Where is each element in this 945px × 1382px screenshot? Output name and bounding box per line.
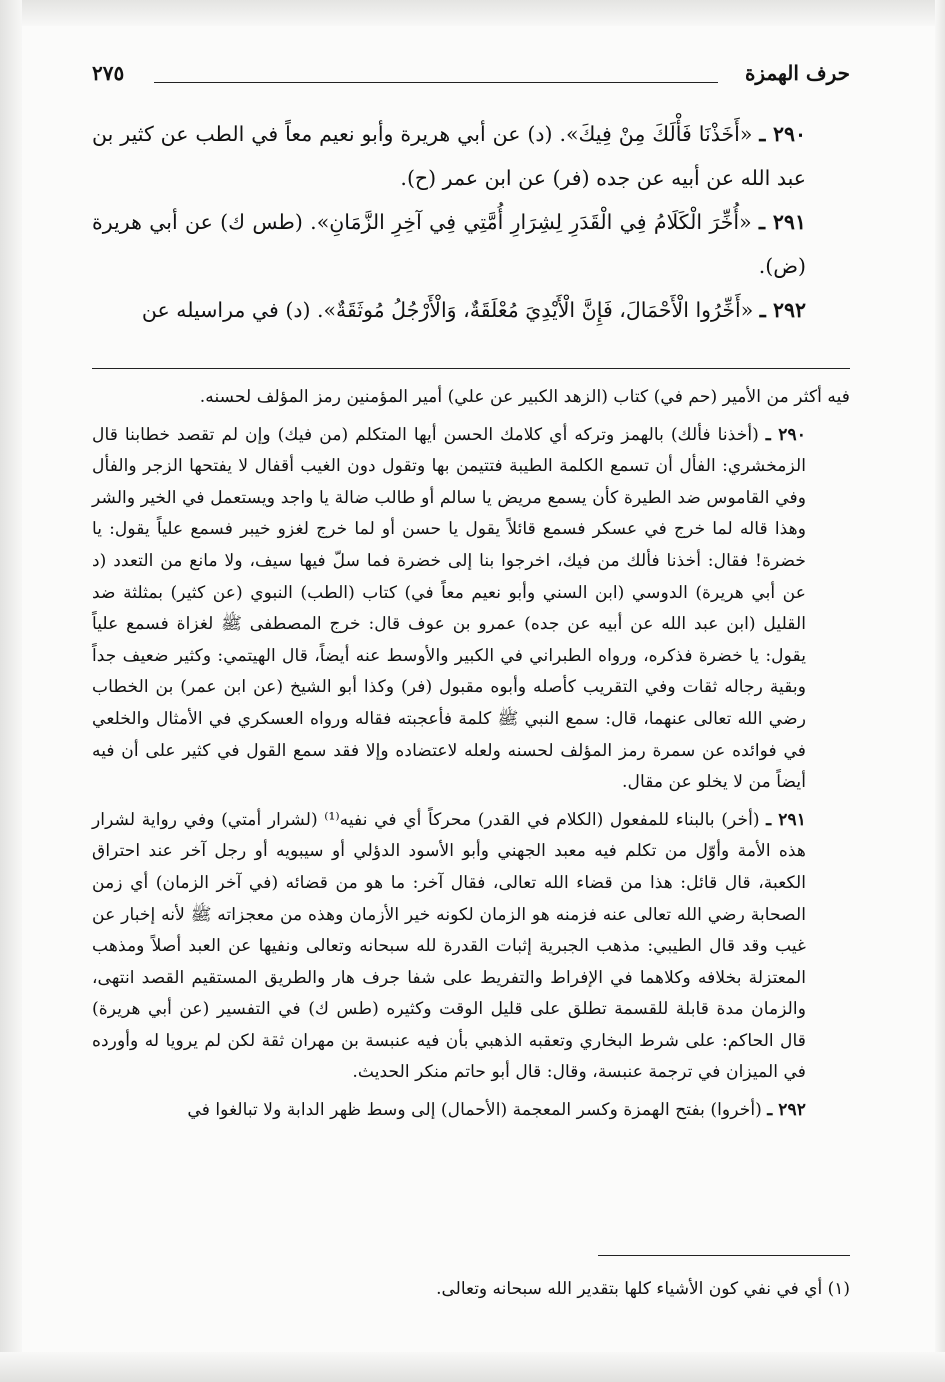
commentary-number: ٢٩١ ـ: [766, 809, 806, 830]
commentary-text: [92, 382, 850, 1127]
hadith-291: [92, 200, 850, 288]
footnote: (١) أي في نفي كون الأشياء كلها بتقدير الله سبحانه وتعالى.: [436, 1279, 850, 1299]
hadith-source: . (د) في مراسيله عن: [141, 298, 324, 322]
hadith-number: ٢٩٠ ـ: [759, 122, 806, 146]
commentary-290: [92, 420, 850, 799]
running-header: [92, 58, 850, 92]
hadith-quote: «أَخِّرُوا الْأَحْمَالَ، فَإِنَّ الْأَيْدِيَ مُعْلَقَةٌ، وَالْأَرْجُلُ مُوثَقَةٌ»: [323, 298, 754, 322]
scan-shadow-right: [935, 0, 945, 1382]
footnote-rule: [598, 1255, 850, 1256]
section-divider: [92, 368, 850, 369]
commentary-number: ٢٩٠ ـ: [765, 424, 806, 445]
commentary-291: [92, 805, 850, 1089]
hadith-source: . (طس ك) عن أبي هريرة (ض).: [92, 210, 806, 278]
commentary-body: (أخذنا فألك) بالهمز وتركه أي كلامك الحسن أيها المتكلم (من فيك) وإن لم تقصد خطابنا قال الزمخشري: الفأل أن تسمع الكلمة الطيبة فتتيمن بها وتقول دون الغيب أقفال لا يفتحها الزجر والفأل وفي القاموس ضد الطيرة كأن يسمع مريض يا سالم أو طالب ضالة يا واجد ويستعمل في الخير والشر وهذا قاله لما خرج في عسكر فسمع قائلاً يقول يا حسن أو لما خرج لغزو خيبر فسمع علياً يقول: يا خضرة! فقال: أخذنا فألك من فيك، اخرجوا بنا إلى خضرة فما سلّ فيها سيف، ولا مانع من التعدد (د عن أبي هريرة) الدوسي (ابن السني وأبو نعيم معاً في) كتاب (الطب) النبوي (عن كثير) بمثلثة ضد القليل (ابن عبد الله عن أبيه عن جده) عمرو بن عوف قال: خرج المصطفى ﷺ لغزاة فسمع علياً يقول: يا خضرة فذكره، ورواه الطبراني في الكبير والأوسط عنه أيضاً، قال الهيتمي: وكثير ضعيف جداً وبقية رجاله ثقات وفي التقريب كأصله وأبوه مقبول (فر) وكذا أبو الشيخ (عن ابن عمر) بن الخطاب رضي الله تعالى عنهما، قال: سمع النبي ﷺ كلمة فأعجبته فقاله ورواه العسكري في الأمثال والخلعي في فوائده عن سمرة رمز المؤلف لحسنه ولعله لاعتضاده وإلا فقد سمع القول في كثير على أن فيه أيضاً من لا يخلو عن مقال.: [92, 424, 806, 793]
commentary-body: (أخر) بالبناء للمفعول (الكلام في القدر) محركاً أي في نفيه⁽¹⁾ (لشرار أمتي) وفي رواية لشرار هذه الأمة وأوّل من تكلم فيه معبد الجهني وأبو الأسود الدؤلي أو سيبويه أو رجل آخر عند احتراق الكعبة، قال قائل: هذا من قضاء الله تعالى، فقال آخر: ما هو من قضائه (في آخر الزمان) أي زمن الصحابة رضي الله تعالى عنه فزمنه هو الزمان لكونه خير الأزمان وهذه من معجزاته ﷺ لأنه إخبار عن غيب وقد قال الطيبي: مذهب الجبرية إثبات القدرة لله سبحانه وتعالى ونفيها عن العبد أصلاً ومذهب المعتزلة بخلافه وكلاهما في الإفراط والتفريط على شفا جرف هار والطريق المستقيم القصد انتهى، والزمان مدة قابلة للقسمة تطلق على قليل الوقت وكثيره (طس ك) في التفسير (عن أبي هريرة) قال الحاكم: على شرط البخاري وتعقبه الذهبي بأن فيه عنبسة بن مهران ثقة لكن لم يرويا له وأورده في الميزان في ترجمة عنبسة، وقال: قال أبو حاتم منكر الحديث.: [92, 809, 806, 1083]
scan-shadow-left: [0, 0, 22, 1382]
commentary-body: (أخروا) بفتح الهمزة وكسر المعجمة (الأحمال) إلى وسط ظهر الدابة ولا تبالغوا في: [187, 1100, 762, 1121]
hadith-quote: «أَخَذْنَا فَأْلَكَ مِنْ فِيكَ»: [565, 122, 753, 146]
commentary-intro: فيه أكثر من الأمير (حم في) كتاب (الزهد الكبير عن علي) أمير المؤمنين رمز المؤلف لحسنه.: [199, 387, 850, 407]
scan-shadow-bottom: [0, 1352, 945, 1382]
chapter-title: حرف الهمزة: [744, 61, 850, 85]
hadith-quote: «أُخِّرَ الْكَلَامُ فِي الْقَدَرِ لِشِرَارِ أُمَّتِي فِي آخِرِ الزَّمَانِ»: [316, 210, 752, 234]
header-rule: [154, 82, 718, 83]
page-number: ٢٧٥: [92, 61, 125, 85]
hadith-number: ٢٩١ ـ: [758, 210, 806, 234]
commentary-292: [92, 1095, 850, 1127]
hadith-292: [92, 288, 850, 332]
hadith-source: . (د) عن أبي هريرة وأبو نعيم معاً في الطب عن كثير بن عبد الله عن أبيه عن جده (فر) عن ابن عمر (ح).: [92, 122, 806, 190]
hadith-number: ٢٩٢ ـ: [759, 298, 806, 322]
scan-shadow-top: [0, 0, 945, 26]
hadith-290: [92, 112, 850, 200]
hadith-text: [92, 112, 850, 332]
commentary-number: ٢٩٢ ـ: [767, 1100, 806, 1121]
